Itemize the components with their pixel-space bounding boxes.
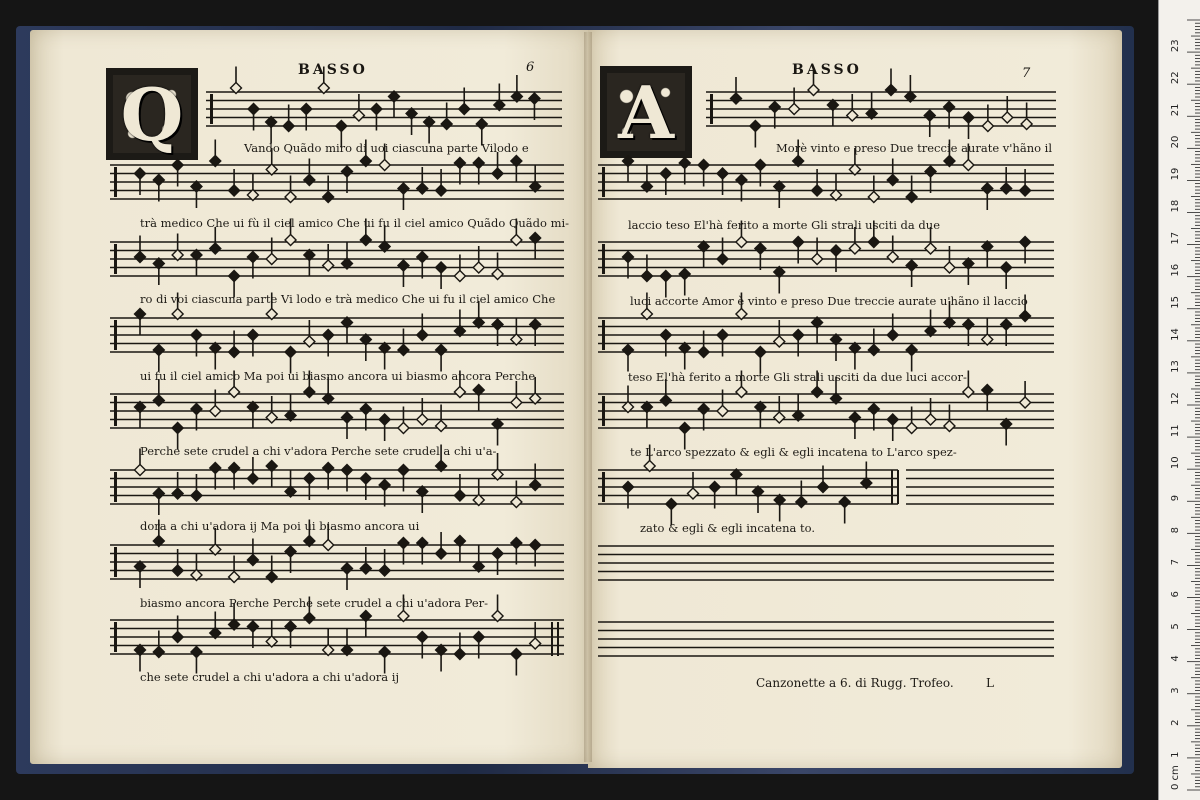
note	[360, 473, 371, 484]
note	[847, 110, 858, 121]
note	[191, 647, 202, 658]
ruler-mark-label: 16	[1170, 263, 1181, 277]
note	[135, 465, 146, 476]
note	[755, 160, 766, 171]
note	[982, 121, 993, 132]
note	[454, 271, 465, 282]
note	[454, 649, 465, 660]
signature-mark: L	[986, 676, 994, 690]
note	[247, 473, 258, 484]
note	[153, 175, 164, 186]
note	[736, 175, 747, 186]
note	[454, 158, 465, 169]
note	[172, 488, 183, 499]
note	[887, 330, 898, 341]
right-running-head: BASSO	[792, 62, 862, 78]
note	[301, 104, 312, 115]
note	[285, 621, 296, 632]
left-lyric-line-2: trà medico Che ui fù il ciel amico Che ui fu il ciel amico Quãdo Quãdo mi-	[140, 216, 570, 230]
note	[769, 102, 780, 113]
right-lyric-line-4: teso El'hà ferito a morte Gli strali usciti da due luci accor-	[628, 370, 967, 384]
right-staff-3	[598, 221, 1054, 298]
note	[818, 482, 829, 493]
note	[172, 423, 183, 434]
note	[906, 345, 917, 356]
note	[1002, 112, 1013, 123]
note	[285, 546, 296, 557]
note	[436, 185, 447, 196]
ruler-mark-label: 4	[1170, 655, 1181, 662]
note	[492, 269, 503, 280]
note	[323, 260, 334, 271]
note	[135, 252, 146, 263]
note	[1001, 183, 1012, 194]
note	[172, 160, 183, 171]
note	[717, 254, 728, 265]
note	[492, 168, 503, 179]
note	[906, 423, 917, 434]
note	[229, 572, 240, 583]
note	[360, 404, 371, 415]
note	[709, 482, 720, 493]
note	[304, 613, 315, 624]
note	[336, 121, 347, 132]
note	[398, 345, 409, 356]
note	[839, 497, 850, 508]
note	[511, 235, 522, 246]
left-staff-3	[110, 219, 564, 298]
note	[530, 319, 541, 330]
note	[210, 406, 221, 417]
note	[679, 269, 690, 280]
note	[868, 237, 879, 248]
note	[849, 243, 860, 254]
note	[963, 160, 974, 171]
note	[511, 497, 522, 508]
note	[963, 112, 974, 123]
note	[304, 336, 315, 347]
note	[774, 412, 785, 423]
note	[717, 406, 728, 417]
note	[698, 347, 709, 358]
note	[511, 649, 522, 660]
right-initial-letter: A	[618, 69, 674, 155]
note	[963, 387, 974, 398]
note	[812, 185, 823, 196]
note	[436, 421, 447, 432]
left-running-head: BASSO	[298, 62, 368, 78]
left-lyric-line-1: Vando Quãdo miro di uoi ciascuna parte Vilodo e	[244, 141, 529, 155]
note	[698, 404, 709, 415]
note	[247, 330, 258, 341]
note	[342, 166, 353, 177]
note	[229, 185, 240, 196]
ruler-mark-label: 12	[1170, 392, 1181, 405]
note	[248, 104, 259, 115]
note	[323, 192, 334, 203]
note	[473, 632, 484, 643]
note	[371, 104, 382, 115]
note	[755, 347, 766, 358]
note	[530, 480, 541, 491]
note	[679, 423, 690, 434]
note	[849, 412, 860, 423]
note	[398, 260, 409, 271]
ruler-mark-label: 18	[1170, 199, 1181, 213]
note	[793, 330, 804, 341]
note	[417, 414, 428, 425]
note	[868, 404, 879, 415]
ruler-mark-label: 10	[1170, 456, 1181, 470]
note	[285, 347, 296, 358]
note	[379, 480, 390, 491]
note	[229, 463, 240, 474]
note	[717, 168, 728, 179]
right-staff-8-empty	[598, 622, 1054, 656]
note	[868, 345, 879, 356]
ruler-mark-label: 20	[1170, 135, 1181, 149]
note	[398, 183, 409, 194]
note	[796, 497, 807, 508]
right-staff-6-empty	[906, 470, 1054, 504]
note	[789, 104, 800, 115]
note	[793, 237, 804, 248]
note	[379, 160, 390, 171]
note	[887, 252, 898, 263]
note	[887, 414, 898, 425]
note	[454, 490, 465, 501]
note	[379, 414, 390, 425]
note	[906, 192, 917, 203]
note	[944, 262, 955, 273]
left-staff-1	[206, 67, 562, 148]
right-lyric-line-5: te L'arco spezzato & egli & egli incatena to L'arco spez-	[630, 445, 957, 459]
note	[379, 647, 390, 658]
left-lyric-line-7: biasmo ancora Perche Perche sete crudel a chi u'adora Per-	[140, 596, 489, 610]
ruler-mark-label: 1	[1170, 751, 1181, 758]
note	[963, 319, 974, 330]
scale-ruler	[1158, 0, 1200, 800]
note	[660, 271, 671, 282]
note	[417, 538, 428, 549]
note	[925, 243, 936, 254]
note	[135, 168, 146, 179]
note	[1020, 185, 1031, 196]
ruler-mark-label: 13	[1170, 360, 1181, 373]
note	[1001, 319, 1012, 330]
note	[717, 330, 728, 341]
ruler-mark-label: 21	[1170, 103, 1181, 117]
note	[831, 245, 842, 256]
note	[304, 387, 315, 398]
left-lyric-line-3: ro di voi ciascuna parte Vi lodo e trà medico Che ui fu il ciel amico Che	[140, 292, 556, 306]
note	[736, 237, 747, 248]
note	[679, 158, 690, 169]
note	[436, 262, 447, 273]
ruler-mark-label: 11	[1170, 424, 1181, 438]
left-lyric-line-4: ui fu il ciel amico Ma poi ui biasmo ancora ui biasmo ancora Perche	[140, 369, 536, 383]
ruler-mark-label: 19	[1170, 167, 1181, 181]
note	[736, 387, 747, 398]
note	[459, 104, 470, 115]
left-lyric-line-8: che sete crudel a chi u'adora a chi u'adora ij	[140, 670, 400, 684]
note	[623, 482, 634, 493]
note	[666, 499, 677, 510]
ruler-mark-label: 6	[1170, 591, 1181, 598]
note	[530, 540, 541, 551]
note	[1020, 311, 1031, 322]
note	[492, 319, 503, 330]
note	[398, 423, 409, 434]
note	[660, 330, 671, 341]
right-staff-7-empty	[598, 546, 1054, 580]
colophon: Canzonette a 6. di Rugg. Trofeo.	[756, 676, 954, 690]
note	[323, 540, 334, 551]
left-lyric-line-6: dora a chi u'adora ij Ma poi ui biasmo ancora ui	[140, 519, 420, 533]
note	[360, 563, 371, 574]
note	[229, 387, 240, 398]
note	[436, 345, 447, 356]
ruler-mark-label: 8	[1170, 526, 1181, 534]
note	[698, 160, 709, 171]
note	[492, 548, 503, 559]
note	[210, 243, 221, 254]
note	[229, 271, 240, 282]
note	[623, 252, 634, 263]
note	[944, 102, 955, 113]
note	[750, 121, 761, 132]
right-lyric-line-3: luci accorte Amor è vinto e preso Due treccie aurate u'hãno il laccio	[630, 294, 1028, 308]
note	[454, 387, 465, 398]
ruler-mark-label: 22	[1170, 71, 1181, 85]
note	[868, 192, 879, 203]
note	[417, 632, 428, 643]
ruler-ticks	[1159, 0, 1200, 800]
note	[266, 254, 277, 265]
note	[1021, 119, 1032, 130]
note	[398, 538, 409, 549]
note	[285, 235, 296, 246]
ruler-mark-label: 9	[1170, 494, 1181, 502]
note	[323, 463, 334, 474]
note	[417, 252, 428, 263]
note	[944, 421, 955, 432]
note	[623, 345, 634, 356]
note	[172, 632, 183, 643]
left-folio: 6	[526, 60, 535, 75]
note	[266, 572, 277, 583]
ruler-mark-label: 3	[1170, 687, 1181, 694]
note	[191, 490, 202, 501]
note	[417, 183, 428, 194]
ruler-mark-label: 14	[1170, 328, 1181, 341]
note	[191, 404, 202, 415]
right-lyric-line-1: Morè vinto e preso Due treccie aurate v'hãno il	[776, 141, 1053, 155]
note	[360, 235, 371, 246]
note	[511, 397, 522, 408]
note	[304, 175, 315, 186]
note	[688, 488, 699, 499]
ruler-mark-label: 2	[1170, 719, 1181, 726]
note	[812, 387, 823, 398]
note	[925, 414, 936, 425]
note	[247, 621, 258, 632]
note	[172, 565, 183, 576]
note	[153, 395, 164, 406]
left-lyric-line-5: Perche sete crudel a chi v'adora Perche sete crudel a chi u'a-	[140, 444, 497, 458]
note	[436, 548, 447, 559]
note	[886, 85, 897, 96]
left-initial-letter: Q	[120, 71, 184, 157]
note	[353, 110, 364, 121]
note	[660, 168, 671, 179]
note	[342, 412, 353, 423]
ruler-mark-label: 7	[1170, 559, 1181, 566]
note	[441, 119, 452, 130]
note	[247, 252, 258, 263]
note	[641, 271, 652, 282]
note	[247, 555, 258, 566]
note	[1020, 397, 1031, 408]
note	[398, 465, 409, 476]
note	[473, 262, 484, 273]
note	[210, 463, 221, 474]
ruler-mark-label: 5	[1170, 623, 1181, 630]
note	[924, 110, 935, 121]
note	[925, 166, 936, 177]
note	[229, 347, 240, 358]
note	[153, 488, 164, 499]
ruler-mark-label: 23	[1170, 39, 1181, 53]
note	[283, 121, 294, 132]
note	[153, 647, 164, 658]
note	[808, 85, 819, 96]
right-staff-1	[706, 69, 1056, 148]
note	[266, 412, 277, 423]
note	[304, 473, 315, 484]
note	[1001, 262, 1012, 273]
note	[473, 158, 484, 169]
note	[906, 260, 917, 271]
right-folio: 7	[1022, 66, 1031, 81]
right-lyric-line-2: laccio teso El'hà ferito a morte Gli strali usciti da due	[628, 218, 941, 232]
ruler-mark-label: 15	[1170, 296, 1181, 309]
note	[342, 563, 353, 574]
ruler-mark-label: 0 cm	[1170, 765, 1181, 790]
note	[812, 254, 823, 265]
note	[982, 183, 993, 194]
note	[774, 336, 785, 347]
note	[731, 93, 742, 104]
note	[1020, 237, 1031, 248]
note	[660, 395, 671, 406]
ruler-mark-label: 17	[1170, 231, 1181, 245]
note	[342, 465, 353, 476]
note	[323, 330, 334, 341]
note	[285, 192, 296, 203]
note	[476, 119, 487, 130]
note	[529, 93, 540, 104]
note	[530, 638, 541, 649]
note	[379, 565, 390, 576]
note	[191, 330, 202, 341]
note	[417, 330, 428, 341]
note	[511, 538, 522, 549]
note	[887, 175, 898, 186]
note	[755, 243, 766, 254]
right-lyric-line-6: zato & egli & egli incatena to.	[640, 521, 815, 535]
note	[153, 345, 164, 356]
